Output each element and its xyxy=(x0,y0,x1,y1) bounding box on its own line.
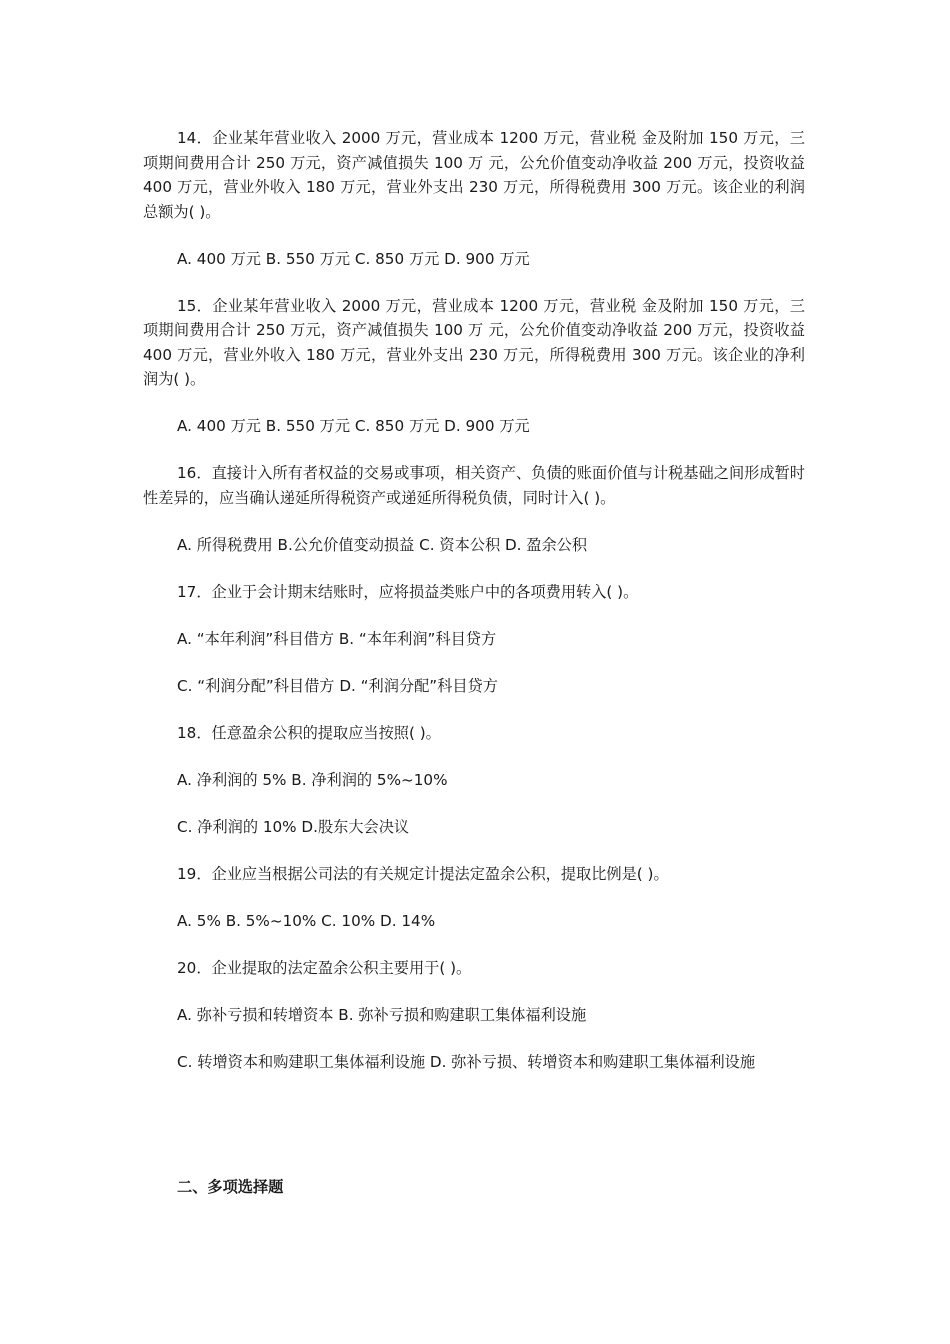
section-title-multiple-choice: 二、多项选择题 xyxy=(177,1178,284,1196)
question-18-options-ab: A. 净利润的 5% B. 净利润的 5%~10% xyxy=(177,770,448,789)
question-16-stem: 16．直接计入所有者权益的交易或事项，相关资产、负债的账面价值与计税基础之间形成暂时性差异的，应当确认递延所得税资产或递延所得税负债，同时计入( )。 xyxy=(143,464,805,507)
question-17-options-cd: C. “利润分配”科目借方 D. “利润分配”科目贷方 xyxy=(177,676,498,695)
question-18-options-cd: C. 净利润的 10% D.股东大会决议 xyxy=(177,817,410,836)
question-17-options-ab: A. “本年利润”科目借方 B. “本年利润”科目贷方 xyxy=(177,629,497,648)
question-14-options: A. 400 万元 B. 550 万元 C. 850 万元 D. 900 万元 xyxy=(177,249,530,268)
question-20-options-ab: A. 弥补亏损和转增资本 B. 弥补亏损和购建职工集体福利设施 xyxy=(177,1005,587,1024)
question-17-stem: 17．企业于会计期末结账时，应将损益类账户中的各项费用转入( )。 xyxy=(177,582,639,601)
question-14-stem: 14．企业某年营业收入 2000 万元，营业成本 1200 万元，营业税 金及附加 150 万元，三项期间费用合计 250 万元，资产减值损失 100 万 元，公允价值变动净收益 200 万元，投资收益 400 万元，营业外收入 180 万元，营业外支出 230 万元，所得税费用 300 万元。该企业的利润总额为( )。 xyxy=(143,129,805,221)
question-20-stem: 20．企业提取的法定盈余公积主要用于( )。 xyxy=(177,958,472,977)
question-19-options: A. 5% B. 5%~10% C. 10% D. 14% xyxy=(177,911,436,930)
question-16-options: A. 所得税费用 B.公允价值变动损益 C. 资本公积 D. 盈余公积 xyxy=(177,535,588,554)
question-20-options-cd: C. 转增资本和购建职工集体福利设施 D. 弥补亏损、转增资本和购建职工集体福利设施 xyxy=(177,1052,756,1071)
question-15-options: A. 400 万元 B. 550 万元 C. 850 万元 D. 900 万元 xyxy=(177,417,530,435)
question-15-stem: 15．企业某年营业收入 2000 万元，营业成本 1200 万元，营业税 金及附加 150 万元，三项期间费用合计 250 万元，资产减值损失 100 万 元，公允价值变动净收益 200 万元，投资收益 400 万元，营业外收入 180 万元，营业外支出 230 万元，所得税费用 300 万元。该企业的净利润为( )。 xyxy=(143,296,805,388)
question-18-stem: 18．任意盈余公积的提取应当按照( )。 xyxy=(177,723,441,742)
question-19-stem: 19．企业应当根据公司法的有关规定计提法定盈余公积，提取比例是( )。 xyxy=(177,864,669,883)
document-body xyxy=(143,126,805,1074)
